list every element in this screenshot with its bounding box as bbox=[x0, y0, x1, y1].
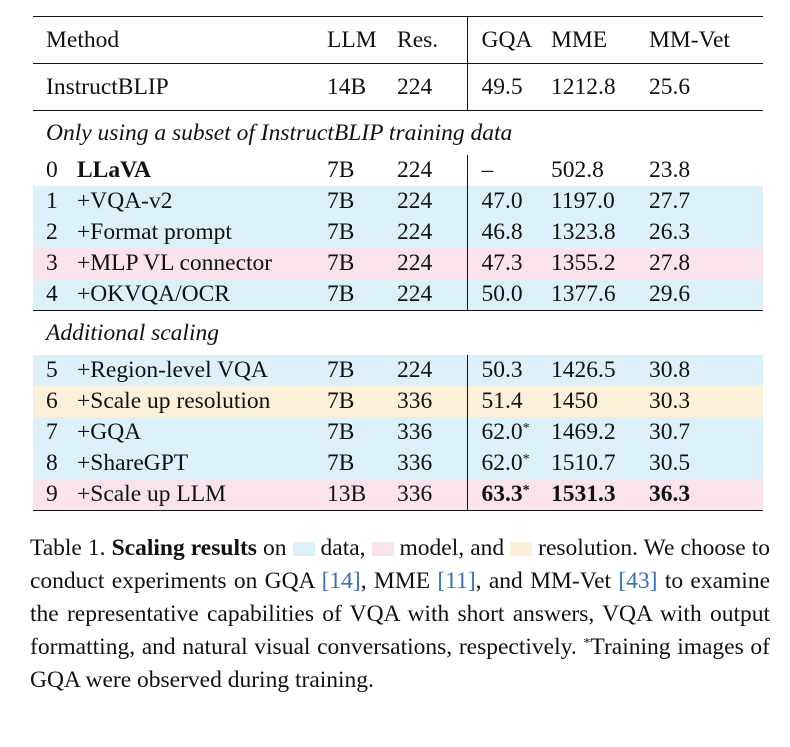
caption-sentence-2: , MME bbox=[360, 568, 431, 594]
caption-bold-title: Scaling results bbox=[111, 535, 257, 561]
citation-mm-vet[interactable]: [43] bbox=[618, 568, 658, 594]
row-llm: 13B bbox=[327, 479, 397, 511]
row-mm-vet: 30.3 bbox=[649, 388, 691, 414]
row-index: 1 bbox=[46, 188, 58, 214]
row-gqa bbox=[467, 248, 551, 279]
gqa-footnote-mark: * bbox=[522, 452, 530, 467]
caption-label: Table 1. bbox=[30, 535, 106, 561]
header-gqa: GQA bbox=[467, 17, 551, 64]
row-gqa bbox=[467, 448, 551, 479]
table-row bbox=[33, 186, 763, 217]
row-gqa bbox=[467, 279, 551, 311]
baseline-mm-vet: 25.6 bbox=[637, 64, 763, 111]
row-res: 336 bbox=[397, 479, 467, 511]
row-mm-vet: 27.8 bbox=[649, 250, 691, 276]
gqa-value: 46.8 bbox=[481, 219, 523, 245]
header-mm-vet: MM-Vet bbox=[637, 17, 763, 64]
baseline-res: 224 bbox=[397, 64, 467, 111]
gqa-value: 47.3 bbox=[481, 250, 523, 276]
table-row bbox=[33, 279, 763, 311]
row-res: 224 bbox=[397, 188, 433, 214]
row-index: 6 bbox=[46, 388, 58, 414]
row-method: +Scale up resolution bbox=[77, 388, 271, 414]
caption-sentence-4: to examine the representative capabilities of VQA with short answers, VQA with output formatting, and natural visual conversations, respectively. bbox=[30, 568, 771, 660]
row-res: 336 bbox=[397, 388, 433, 414]
table-row bbox=[33, 217, 763, 248]
row-llm: 7B bbox=[327, 188, 355, 214]
row-llm: 7B bbox=[327, 450, 355, 476]
gqa-footnote-mark: * bbox=[522, 483, 530, 498]
row-method: +Region-level VQA bbox=[77, 357, 268, 383]
row-index: 5 bbox=[46, 357, 58, 383]
table-row bbox=[33, 355, 763, 386]
table-row bbox=[33, 248, 763, 279]
row-mme: 1377.6 bbox=[551, 279, 637, 311]
gqa-value: 51.4 bbox=[481, 388, 523, 414]
row-method: LLaVA bbox=[77, 157, 152, 183]
header-mme: MME bbox=[551, 17, 637, 64]
table-caption bbox=[30, 532, 770, 697]
gqa-value: 47.0 bbox=[481, 188, 523, 214]
gqa-value: 50.3 bbox=[481, 357, 523, 383]
row-mme: 1426.5 bbox=[551, 357, 616, 383]
row-llm: 7B bbox=[327, 279, 397, 311]
row-gqa bbox=[467, 155, 551, 186]
table-row-baseline bbox=[33, 64, 763, 111]
header-llm: LLM bbox=[327, 17, 397, 64]
row-mm-vet: 30.7 bbox=[649, 419, 691, 445]
baseline-gqa: 49.5 bbox=[467, 64, 551, 111]
row-method: +Scale up LLM bbox=[77, 479, 327, 511]
data-color-swatch bbox=[293, 542, 315, 556]
citation-gqa[interactable]: [14] bbox=[321, 568, 361, 594]
row-res: 336 bbox=[397, 419, 433, 445]
baseline-mme: 1212.8 bbox=[551, 64, 637, 111]
row-mm-vet: 27.7 bbox=[649, 188, 691, 214]
table-row bbox=[33, 479, 763, 511]
section-header-row bbox=[33, 111, 763, 156]
row-gqa bbox=[467, 355, 551, 386]
caption-resolution-word: resolution. bbox=[538, 535, 639, 561]
resolution-color-swatch bbox=[510, 542, 532, 556]
row-mme: 1197.0 bbox=[551, 188, 615, 214]
table-row bbox=[33, 155, 763, 186]
row-gqa bbox=[467, 386, 551, 417]
row-llm: 7B bbox=[327, 157, 355, 183]
row-method: +GQA bbox=[77, 419, 142, 445]
row-index: 7 bbox=[46, 419, 58, 445]
row-res: 224 bbox=[397, 219, 433, 245]
table-row bbox=[33, 448, 763, 479]
row-method: +Format prompt bbox=[77, 219, 232, 245]
footnote-mark: * bbox=[583, 636, 591, 651]
row-mm-vet: 30.8 bbox=[649, 357, 691, 383]
row-llm: 7B bbox=[327, 250, 355, 276]
row-mme: 1510.7 bbox=[551, 450, 616, 476]
gqa-value: 63.3 bbox=[481, 481, 523, 507]
row-llm: 7B bbox=[327, 388, 355, 414]
caption-sentence-1: We choose to conduct experiments on GQA bbox=[30, 535, 771, 594]
table-row bbox=[33, 386, 763, 417]
row-index: 8 bbox=[46, 450, 58, 476]
row-res: 224 bbox=[397, 250, 433, 276]
row-mme: 1469.2 bbox=[551, 419, 616, 445]
header-res: Res. bbox=[397, 17, 467, 64]
row-mme: 502.8 bbox=[551, 157, 604, 183]
row-mm-vet: 30.5 bbox=[649, 450, 691, 476]
gqa-value: 62.0 bbox=[481, 419, 523, 445]
scaling-results-table bbox=[33, 16, 763, 511]
table-header-row bbox=[33, 17, 763, 64]
gqa-footnote-mark: * bbox=[522, 421, 530, 436]
caption-model-word: model, and bbox=[399, 535, 505, 561]
row-gqa bbox=[467, 186, 551, 217]
row-llm: 7B bbox=[327, 357, 355, 383]
row-index: 3 bbox=[46, 250, 58, 276]
row-method: +MLP VL connector bbox=[77, 250, 273, 276]
caption-footnote: Training images of GQA were observed during training. bbox=[30, 634, 771, 693]
gqa-value: – bbox=[481, 157, 494, 183]
row-index: 2 bbox=[46, 219, 58, 245]
row-mme: 1323.8 bbox=[551, 219, 616, 245]
results-table-container bbox=[33, 16, 763, 511]
row-mme: 1355.2 bbox=[551, 250, 616, 276]
row-mm-vet: 23.8 bbox=[649, 157, 691, 183]
section-title: Additional scaling bbox=[46, 320, 219, 346]
row-mm-vet: 26.3 bbox=[649, 219, 691, 245]
row-method: +VQA-v2 bbox=[77, 188, 173, 214]
baseline-llm: 14B bbox=[327, 64, 397, 111]
section-header-row bbox=[33, 311, 763, 356]
row-index: 9 bbox=[33, 479, 77, 511]
row-gqa bbox=[467, 479, 551, 511]
row-gqa bbox=[467, 417, 551, 448]
row-mme: 1531.3 bbox=[551, 479, 637, 511]
row-index: 4 bbox=[33, 279, 77, 311]
citation-mme[interactable]: [11] bbox=[437, 568, 476, 594]
row-method: +ShareGPT bbox=[77, 450, 189, 476]
row-method: +OKVQA/OCR bbox=[77, 279, 327, 311]
section-title: Only using a subset of InstructBLIP training data bbox=[46, 120, 513, 146]
row-res: 224 bbox=[397, 157, 433, 183]
row-res: 336 bbox=[397, 450, 433, 476]
row-res: 224 bbox=[397, 357, 433, 383]
row-mm-vet: 36.3 bbox=[637, 479, 763, 511]
gqa-value: 50.0 bbox=[481, 281, 523, 307]
row-llm: 7B bbox=[327, 419, 355, 445]
row-res: 224 bbox=[397, 279, 467, 311]
row-gqa bbox=[467, 217, 551, 248]
baseline-method: InstructBLIP bbox=[33, 64, 327, 111]
header-method: Method bbox=[33, 17, 327, 64]
model-color-swatch bbox=[372, 542, 394, 556]
row-llm: 7B bbox=[327, 219, 355, 245]
row-index: 0 bbox=[46, 157, 58, 183]
caption-on: on bbox=[263, 535, 287, 561]
caption-sentence-3: , and MM-Vet bbox=[475, 568, 612, 594]
row-mm-vet: 29.6 bbox=[637, 279, 763, 311]
gqa-value: 62.0 bbox=[481, 450, 523, 476]
row-mme: 1450 bbox=[551, 388, 599, 414]
table-row bbox=[33, 417, 763, 448]
caption-data-word: data, bbox=[320, 535, 366, 561]
